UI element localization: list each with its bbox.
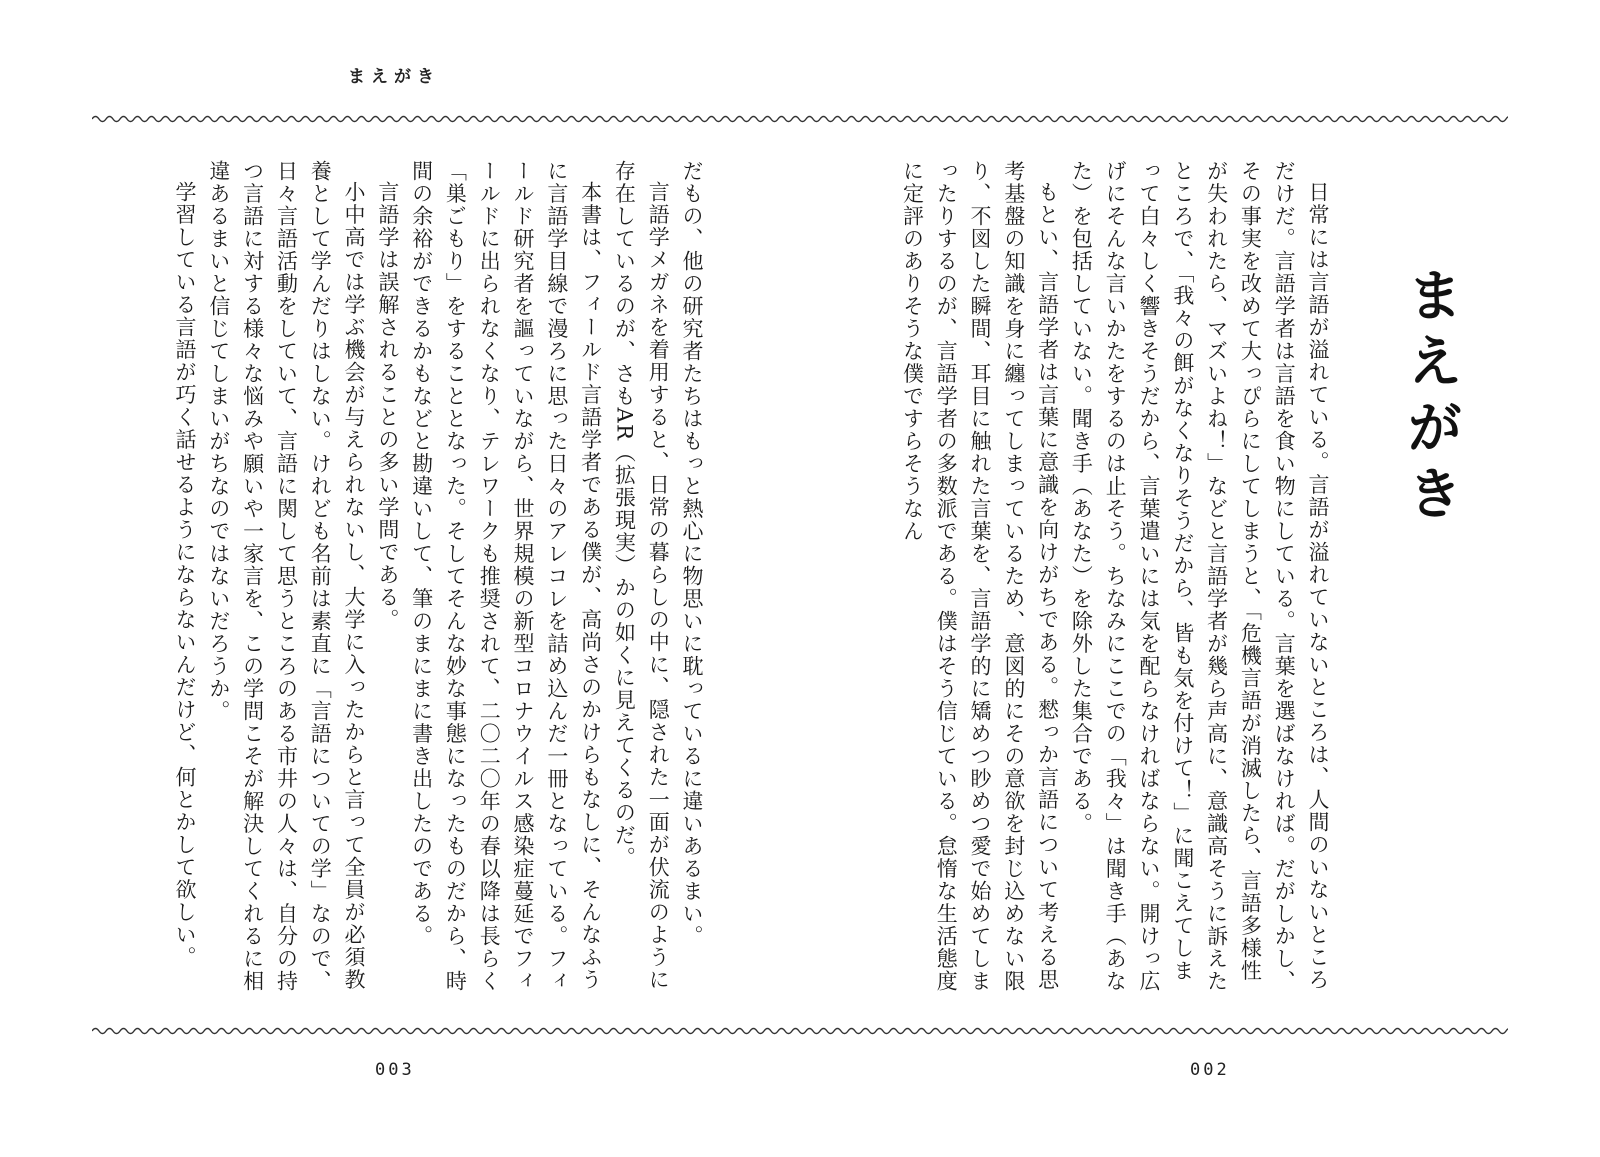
running-head: まえがき (348, 67, 440, 87)
page-number-right: 002 (1190, 1060, 1230, 1080)
wave-line (92, 1029, 1508, 1034)
paragraph: 言語学は誤解されることの多い学問である。 (375, 181, 400, 631)
wave-line (92, 117, 1508, 122)
paragraph: 本書は、フィールド言語学者である僕が、高尚さのかけらもなしに、そんなふうに言語学目線で漫ろに思った日々のアレコレを詰め込んだ一冊となっている。フィールド研究者を謳っていながら、世界規模の新型コロナウイルス感染症蔓延でフィールドに出られなくなり、テレワークも推奨されて、二〇二〇年の春以降は長らく「巣ごもり」をすることとなった。そしてそんな妙な事態になったものだから、時間の余裕ができるかもなどと勘違いして、筆のまにまに書き出したのである。 (409, 160, 603, 993)
paragraph: 学習している言語が巧く話せるようにならないんだけど、何とかして欲しい。 (173, 181, 198, 969)
right-page-body (894, 160, 1334, 1000)
wavy-rule-bottom (92, 1024, 1508, 1038)
paragraph: 小中高では学ぶ機会が与えられないし、大学に入ったからと言って全員が必須教養として学んだりはしない。けれども名前は素直に「言語についての学」なので、日々言語活動をしていて、言語に関して思うところのある市井の人々は、自分の持つ言語に対する様々な悩みや願いや一家言を、この学問こそが解決してくれるに相違あるまいと信じてしまいがちなのではないだろうか。 (206, 160, 367, 993)
paragraph: 日常には言語が溢れている。言語が溢れていないところは、人間のいないところだけだ。言語学者は言語を食い物にしている。言葉を選ばなければ。だがしかし、その事実を改めて大っぴらにしてしまうと、「危機言語が消滅したら、言語多様性が失われたら、マズいよね！」などと言語学者が幾ら声高に、意識高そうに訴えたところで、「我々の餌がなくなりそうだから、皆も気を付けて！」に聞こえてしまって白々しく響きそうだから、言葉遣いには気を配らなければならない。開けっ広げにそんな言いかたをするのは止そう。ちなみにここでの「我々」は聞き手（あなた）を包括していない。聞き手（あなた）を除外した集合である。 (1069, 160, 1330, 993)
wavy-rule-top (92, 112, 1508, 126)
paragraph: 言語学メガネを着用すると、日常の暮らしの中に、隠された一面が伏流のように存在しているのが、さもAR（拡張現実）かの如くに見えてくるのだ。 (612, 160, 671, 991)
left-page-body (108, 160, 708, 1000)
chapter-title: まえがき (1398, 266, 1463, 530)
page-number-left: 003 (375, 1060, 415, 1080)
paragraph: だもの、他の研究者たちはもっと熱心に物思いに耽っているに違いあるまい。 (680, 160, 704, 948)
paragraph: もとい、言語学者は言葉に意識を向けがちである。憖っか言語について考える思考基盤の知識を身に纏ってしまっているため、意図的にその意欲を封じ込めない限り、不図した瞬間、耳目に触れた言葉を、言語学的に矯めつ眇めつ愛で始めてしまったりするのが、言語学者の多数派である。僕はそう信じている。怠惰な生活態度に定評のありそうな僕ですらそうなん (900, 160, 1060, 993)
